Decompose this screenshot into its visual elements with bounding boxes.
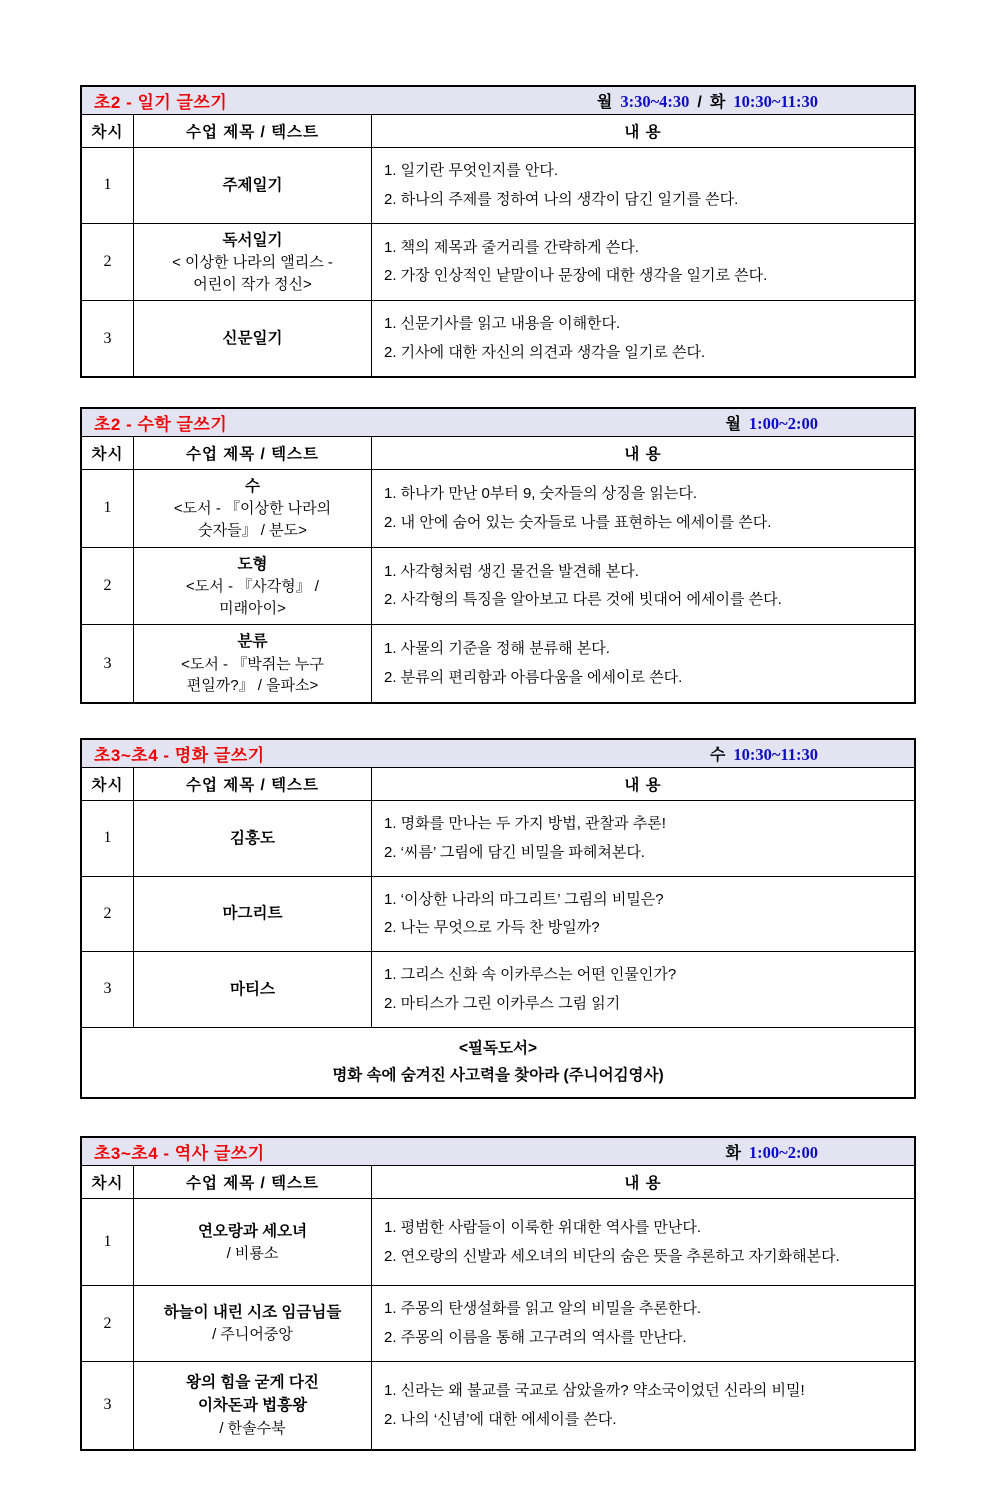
table-header-row xyxy=(82,1166,914,1199)
table-row xyxy=(82,801,914,877)
lesson-subtitle-line: 숫자들』 / 분도> xyxy=(198,521,307,539)
table-row xyxy=(82,1362,914,1449)
lesson-title xyxy=(198,1220,307,1243)
footer-line: 명화 속에 숨겨진 사고력을 찾아라 (주니어김영사) xyxy=(332,1067,664,1085)
table-title-band xyxy=(82,409,914,437)
column-header-content: 내 용 xyxy=(624,124,662,141)
lesson-title-cell xyxy=(134,470,372,547)
lesson-title-line: 주제일기 xyxy=(222,176,283,194)
footer-line: <필독도서> xyxy=(459,1039,537,1057)
content-line: 1. 책의 제목과 줄거리를 간략하게 쓴다. xyxy=(384,238,639,256)
lesson-content xyxy=(384,1373,902,1438)
session-number: 3 xyxy=(82,625,134,702)
schedule-time: 10:30~11:30 xyxy=(733,92,818,111)
lesson-title xyxy=(245,475,260,498)
lesson-title-cell xyxy=(134,1286,372,1361)
session-number: 2 xyxy=(82,224,134,301)
lesson-content-cell xyxy=(372,952,914,1027)
lesson-title-cell xyxy=(134,1199,372,1285)
content-line: 1. 평범한 사람들이 이룩한 위대한 역사를 만난다. xyxy=(384,1219,701,1237)
table-row xyxy=(82,224,914,302)
table-header-row xyxy=(82,437,914,470)
content-line: 2. ‘씨름’ 그림에 담긴 비밀을 파헤쳐본다. xyxy=(384,843,645,861)
required-reading-lines xyxy=(86,1035,910,1091)
lesson-content xyxy=(384,554,902,619)
column-header-session: 차시 xyxy=(82,115,134,147)
table-header-row xyxy=(82,768,914,801)
session-number: 3 xyxy=(82,301,134,376)
table-title: 초2 - 수학 글쓰기 xyxy=(94,414,228,434)
table-row xyxy=(82,470,914,548)
content-line: 2. 나의 ‘신념’에 대한 에세이를 쓴다. xyxy=(384,1410,617,1428)
column-header-title: 수업 제목 / 텍스트 xyxy=(134,115,372,147)
schedule-time: 10:30~11:30 xyxy=(733,745,818,764)
session-number: 3 xyxy=(82,952,134,1027)
column-header-title: 수업 제목 / 텍스트 xyxy=(134,768,372,800)
lesson-title-line: 분류 xyxy=(237,633,268,651)
schedule-separator: / xyxy=(697,94,702,111)
lesson-subtitle xyxy=(212,1324,293,1346)
lesson-subtitle-line: 편일까?』 / 을파소> xyxy=(186,677,319,695)
lesson-subtitle-line: / 주니어중앙 xyxy=(212,1326,293,1344)
lesson-content-cell xyxy=(372,1286,914,1361)
lesson-content-cell xyxy=(372,148,914,223)
content-line: 1. 신문기사를 읽고 내용을 이해한다. xyxy=(384,315,621,333)
schedule-day: 수 xyxy=(709,747,726,764)
lesson-content xyxy=(384,1291,902,1356)
lesson-subtitle xyxy=(219,1418,285,1440)
table-row xyxy=(82,952,914,1028)
schedule-time: 1:00~2:00 xyxy=(748,413,818,433)
lesson-subtitle-line: 어린이 작가 정신> xyxy=(193,275,312,293)
lesson-subtitle-line: < 이상한 나라의 앨리스 - xyxy=(172,253,333,271)
lesson-content-cell xyxy=(372,470,914,547)
table-row xyxy=(82,625,914,702)
schedule-time: 3:30~4:30 xyxy=(620,92,690,111)
column-header-session: 차시 xyxy=(82,768,134,800)
table-row xyxy=(82,877,914,953)
lesson-content-cell xyxy=(372,1362,914,1449)
lesson-title-cell xyxy=(134,801,372,876)
content-line: 1. 명화를 만나는 두 가지 방법, 관찰과 추론! xyxy=(384,815,666,832)
lesson-content xyxy=(384,153,902,218)
lesson-subtitle-line: <도서 - 『박쥐는 누구 xyxy=(181,655,324,673)
content-line: 1. 사각형처럼 생긴 물건을 발견해 본다. xyxy=(384,562,639,580)
column-header-content: 내 용 xyxy=(624,445,662,463)
lesson-content-cell xyxy=(372,1199,914,1285)
table-title: 초3~초4 - 명화 글쓰기 xyxy=(94,746,265,765)
session-number: 2 xyxy=(82,548,134,625)
content-line: 1. 그리스 신화 속 이카루스는 어떤 인물인가? xyxy=(384,966,677,983)
lesson-subtitle xyxy=(227,1243,279,1265)
lesson-title-line: 연오랑과 세오녀 xyxy=(197,1222,308,1240)
lesson-title-line: 신문일기 xyxy=(222,329,283,347)
content-line: 1. 신라는 왜 불교를 국교로 삼았을까? 약소국이었던 신라의 비밀! xyxy=(384,1382,805,1400)
content-line: 2. 가장 인상적인 낱말이나 문장에 대한 생각을 일기로 쓴다. xyxy=(384,267,768,285)
lesson-content-cell xyxy=(372,801,914,876)
content-line: 1. 하나가 만난 0부터 9, 숫자들의 상징을 읽는다. xyxy=(384,484,698,502)
lesson-subtitle xyxy=(181,654,324,698)
lesson-title xyxy=(238,630,268,653)
lesson-content-cell xyxy=(372,548,914,625)
lesson-title-line: 도형 xyxy=(237,555,268,573)
column-header-session: 차시 xyxy=(82,437,134,469)
lesson-subtitle xyxy=(186,576,319,620)
lesson-title xyxy=(223,229,283,252)
lesson-content xyxy=(384,1210,902,1275)
table-row xyxy=(82,1199,914,1286)
lesson-title xyxy=(230,978,275,1001)
document-page xyxy=(0,85,992,1488)
lesson-content xyxy=(384,631,902,696)
lesson-title-cell xyxy=(134,952,372,1027)
content-line: 2. 연오랑의 신발과 세오녀의 비단의 숨은 뜻을 추론하고 자기화해본다. xyxy=(384,1247,840,1265)
session-number: 3 xyxy=(82,1362,134,1449)
lesson-title xyxy=(238,553,268,576)
lesson-content xyxy=(384,806,902,871)
content-line: 2. 마티스가 그린 이카루스 그림 읽기 xyxy=(384,994,621,1012)
table-schedule xyxy=(597,89,818,112)
table-title-band xyxy=(82,740,914,768)
lesson-subtitle xyxy=(172,252,333,296)
content-line: 2. 주몽의 이름을 통해 고구려의 역사를 만난다. xyxy=(384,1329,687,1347)
lesson-content-cell xyxy=(372,224,914,301)
lesson-title xyxy=(230,827,275,850)
schedule-day: 월 xyxy=(725,415,741,433)
lesson-content-cell xyxy=(372,877,914,952)
table-title: 초2 - 일기 글쓰기 xyxy=(94,93,228,112)
lesson-title xyxy=(164,1301,342,1324)
column-header-title: 수업 제목 / 텍스트 xyxy=(134,1166,372,1198)
lesson-content-cell xyxy=(372,301,914,376)
lesson-title-cell xyxy=(134,301,372,376)
lesson-title-cell xyxy=(134,224,372,301)
table-title-band xyxy=(82,1138,914,1166)
session-number: 1 xyxy=(82,470,134,547)
lesson-subtitle-line: <도서 - 『사각형』 / xyxy=(186,577,319,595)
lesson-content xyxy=(384,476,902,541)
table-title-band xyxy=(82,87,914,115)
schedule-table-diary xyxy=(80,85,916,378)
session-number: 2 xyxy=(82,877,134,952)
lesson-subtitle-line: <도서 - 『이상한 나라의 xyxy=(173,500,332,517)
schedule-table-art xyxy=(80,738,916,1099)
content-line: 1. ‘이상한 나라의 마그리트’ 그림의 비밀은? xyxy=(384,890,664,908)
table-schedule xyxy=(725,411,818,434)
lesson-title-cell xyxy=(134,625,372,702)
lesson-title-cell xyxy=(134,877,372,952)
table-row xyxy=(82,148,914,224)
lesson-title-line: 하늘이 내린 시조 임금님들 xyxy=(163,1304,342,1322)
lesson-content-cell xyxy=(372,625,914,702)
lesson-title-line: 왕의 힘을 굳게 다진 xyxy=(186,1374,319,1392)
schedule-table-history xyxy=(80,1136,916,1451)
lesson-subtitle-line: / 비룡소 xyxy=(226,1245,279,1263)
session-number: 1 xyxy=(82,1199,134,1285)
lesson-title-line: 이차돈과 법흥왕 xyxy=(197,1397,308,1415)
lesson-title-line: 마그리트 xyxy=(222,905,283,923)
lesson-title-cell xyxy=(134,1362,372,1449)
lesson-title-cell xyxy=(134,148,372,223)
content-line: 2. 기사에 대한 자신의 의견과 생각을 일기로 쓴다. xyxy=(384,344,706,361)
lesson-content xyxy=(384,882,902,947)
table-row xyxy=(82,1286,914,1362)
lesson-title xyxy=(223,902,283,925)
schedule-table-math xyxy=(80,407,916,704)
lesson-content xyxy=(384,230,902,295)
lesson-title xyxy=(223,174,283,197)
session-number: 2 xyxy=(82,1286,134,1361)
content-line: 2. 하나의 주제를 정하여 나의 생각이 담긴 일기를 쓴다. xyxy=(384,190,739,208)
table-header-row xyxy=(82,115,914,148)
column-header-title: 수업 제목 / 텍스트 xyxy=(134,437,372,469)
lesson-title xyxy=(223,327,283,350)
lesson-content xyxy=(384,306,902,371)
lesson-subtitle xyxy=(174,498,331,542)
schedule-day: 화 xyxy=(725,1145,741,1163)
table-row xyxy=(82,301,914,376)
table-title: 초3~초4 - 역사 글쓰기 xyxy=(94,1144,265,1164)
content-line: 1. 주몽의 탄생설화를 읽고 알의 비밀을 추론한다. xyxy=(384,1300,701,1318)
content-line: 2. 나는 무엇으로 가득 찬 방일까? xyxy=(384,919,600,937)
column-header-content: 내 용 xyxy=(624,1175,662,1193)
table-schedule xyxy=(710,742,818,765)
table-row xyxy=(82,548,914,626)
column-header-session: 차시 xyxy=(82,1166,134,1198)
lesson-content xyxy=(384,957,902,1022)
required-reading-footer xyxy=(82,1028,914,1098)
lesson-subtitle-line: / 한솔수북 xyxy=(219,1419,286,1437)
lesson-title-line: 수 xyxy=(245,477,260,495)
lesson-subtitle-line: 미래아이> xyxy=(219,599,286,617)
schedule-day: 화 xyxy=(709,94,726,111)
lesson-title-line: 마티스 xyxy=(230,980,275,998)
schedule-day: 월 xyxy=(596,94,613,111)
schedule-time: 1:00~2:00 xyxy=(748,1143,818,1163)
column-header-content: 내 용 xyxy=(624,777,662,794)
session-number: 1 xyxy=(82,148,134,223)
session-number: 1 xyxy=(82,801,134,876)
lesson-title-line: 독서일기 xyxy=(222,231,283,249)
content-line: 2. 분류의 편리함과 아름다움을 에세이로 쓴다. xyxy=(384,669,683,687)
content-line: 2. 사각형의 특징을 알아보고 다른 것에 빗대어 에세이를 쓴다. xyxy=(384,591,782,609)
content-line: 1. 일기란 무엇인지를 안다. xyxy=(384,162,559,179)
content-line: 1. 사물의 기준을 정해 분류해 본다. xyxy=(384,640,610,658)
lesson-title-line: 김홍도 xyxy=(230,829,275,847)
lesson-title-cell xyxy=(134,548,372,625)
lesson-title xyxy=(186,1371,319,1418)
table-schedule xyxy=(725,1140,818,1163)
content-line: 2. 내 안에 숨어 있는 숫자들로 나를 표현하는 에세이를 쓴다. xyxy=(384,513,772,531)
